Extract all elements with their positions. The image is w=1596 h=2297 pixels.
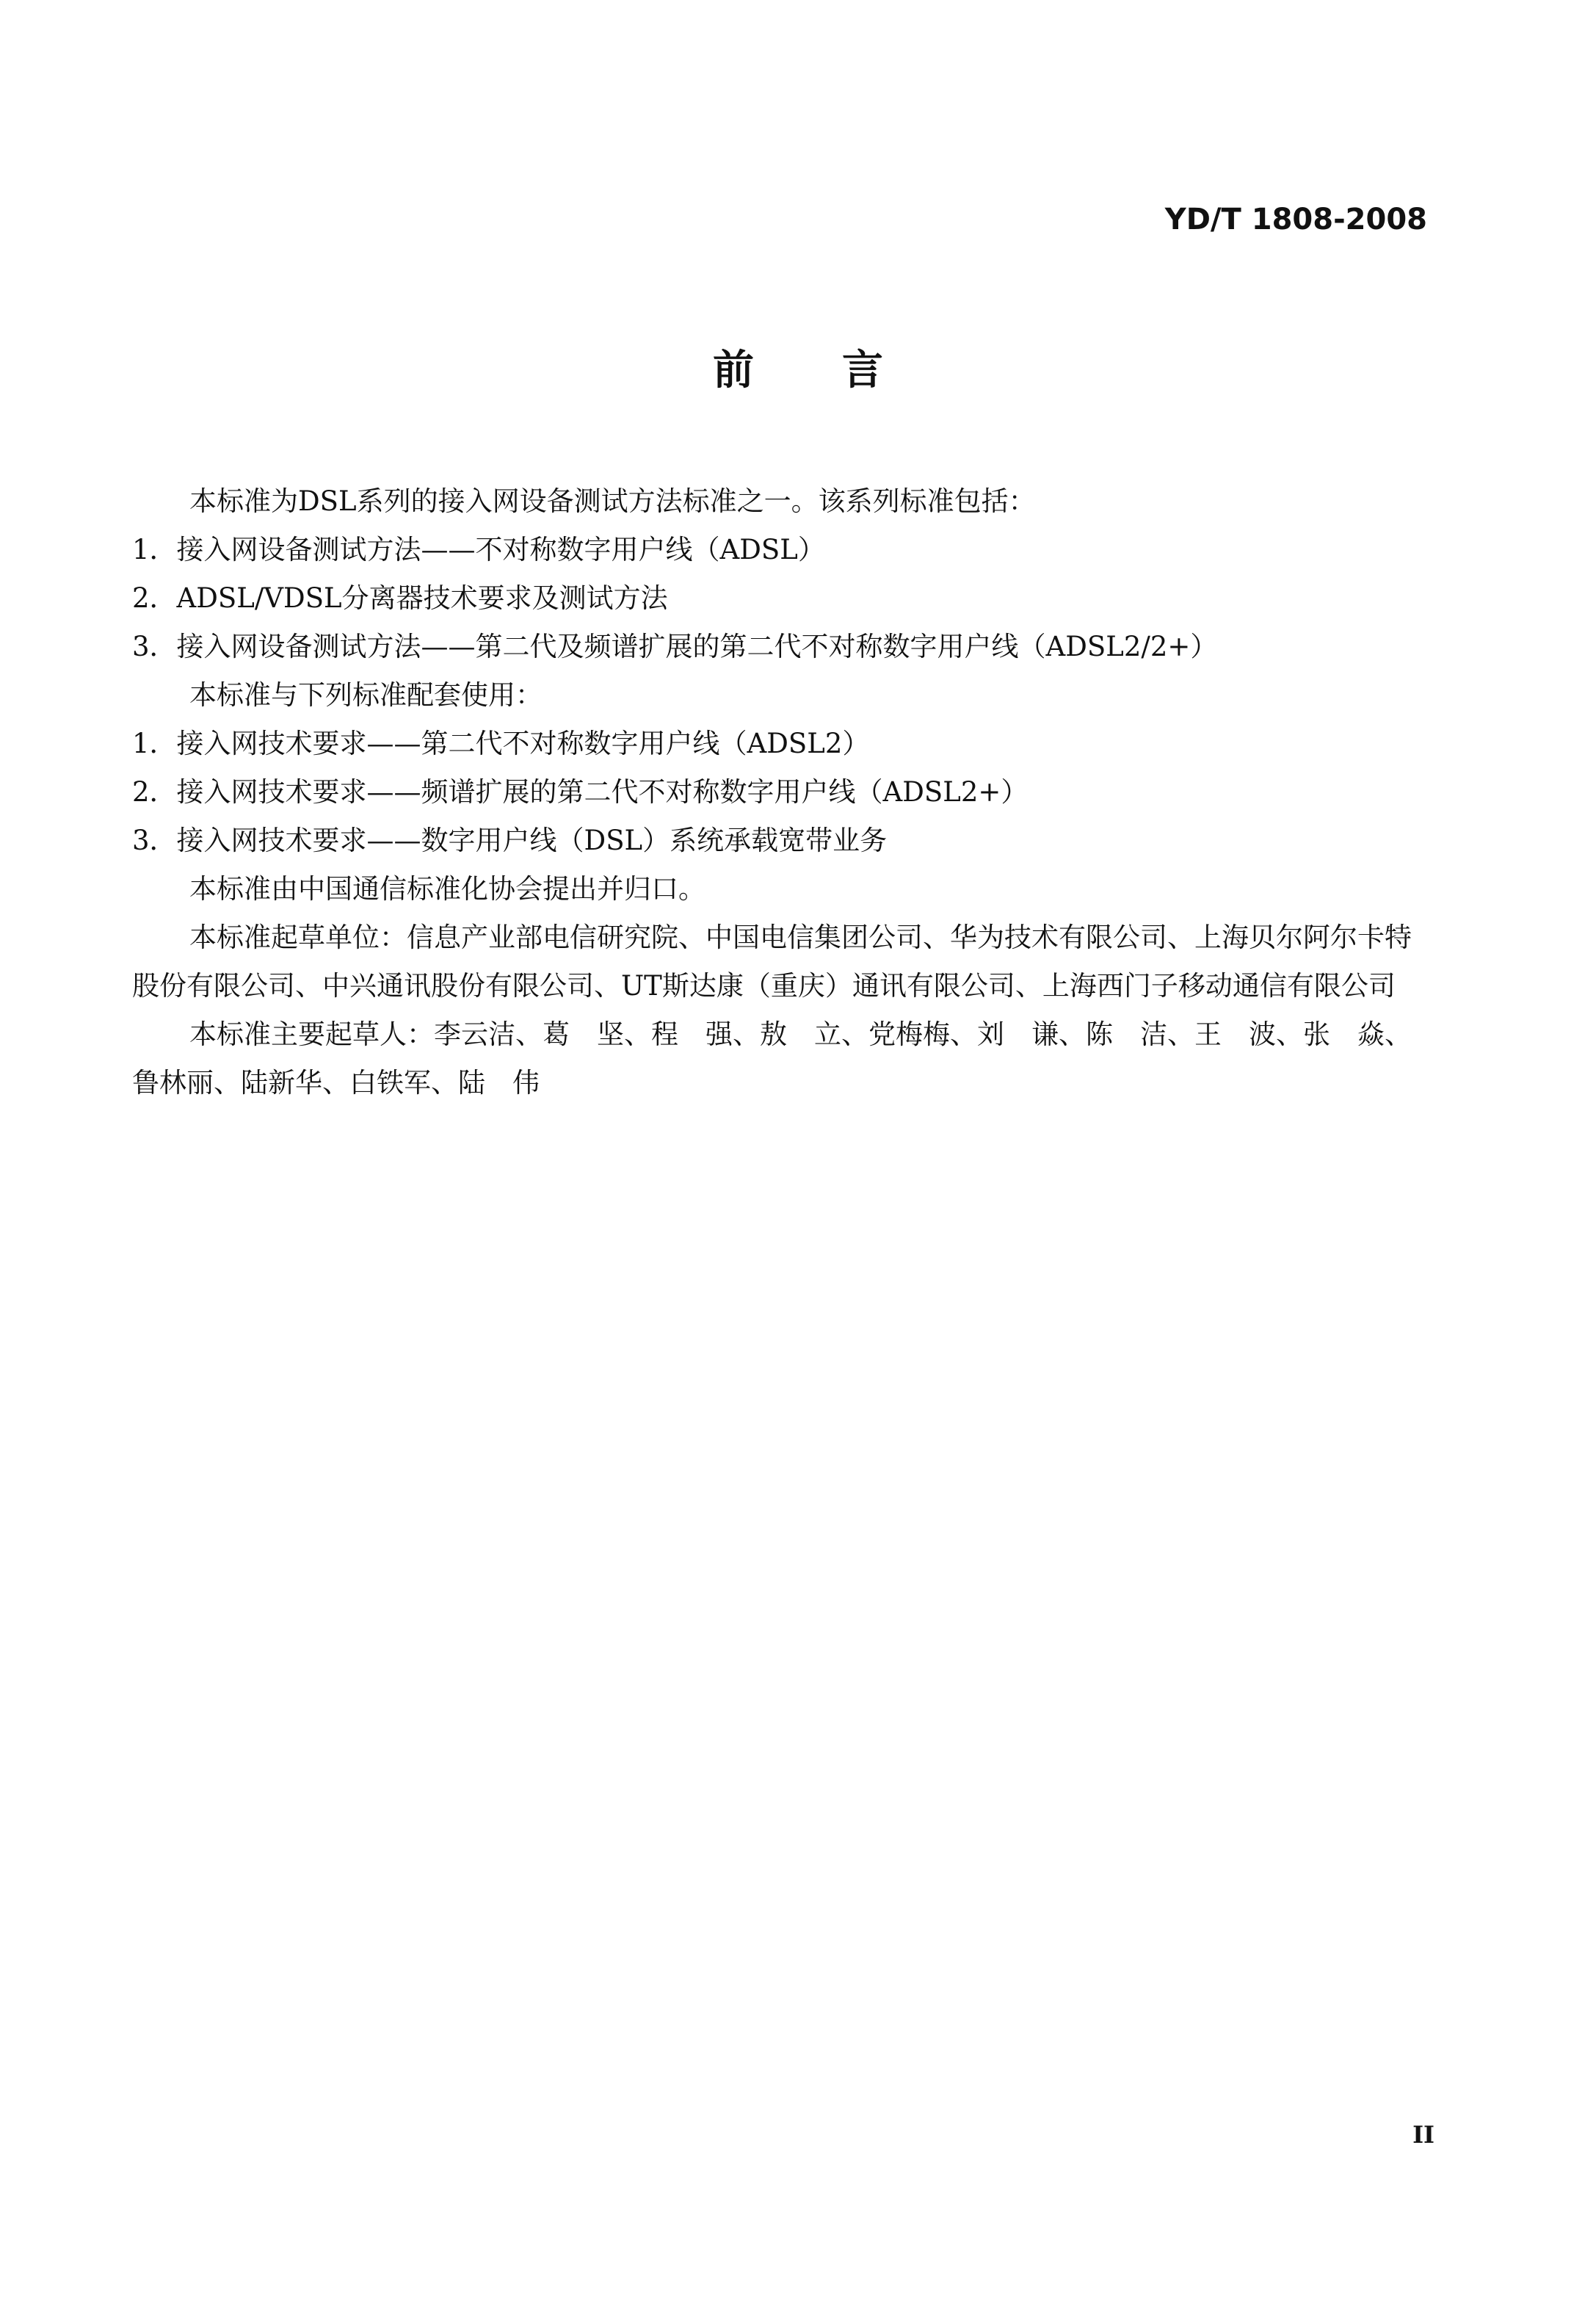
companion-intro: 本标准与下列标准配套使用： [189, 679, 543, 711]
drafting-units-paragraph: 本标准起草单位：信息产业部电信研究院、中国电信集团公司、华为技术有限公司、上海贝尔阿尔卡特股份有限公司、中兴通讯股份有限公司、UT斯达康（重庆）通讯有限公司、上海西门子移动通信有限公司 [132, 922, 1412, 1002]
proposer-paragraph: 本标准由中国通信标准化协会提出并归口。 [189, 873, 705, 905]
series-item-3: 3．接入网设备测试方法——第二代及频谱扩展的第二代不对称数字用户线（ADSL2/2+） [132, 631, 1218, 662]
companion-item-2: 2．接入网技术要求——频谱扩展的第二代不对称数字用户线（ADSL2+） [132, 776, 1029, 808]
standard-code: YD/T 1808-2008 [1164, 203, 1427, 236]
series-item-1: 1．接入网设备测试方法——不对称数字用户线（ADSL） [132, 534, 825, 565]
document-body [132, 477, 1432, 1107]
page-title: 前言 [713, 347, 971, 394]
series-intro: 本标准为DSL系列的接入网设备测试方法标准之一。该系列标准包括： [189, 485, 1036, 517]
series-item-2: 2．ADSL/VDSL分离器技术要求及测试方法 [132, 582, 668, 614]
companion-item-1: 1．接入网技术要求——第二代不对称数字用户线（ADSL2） [132, 728, 870, 759]
companion-item-3: 3．接入网技术要求——数字用户线（DSL）系统承载宽带业务 [132, 825, 888, 856]
page-number: II [1412, 2121, 1434, 2149]
drafters-paragraph: 本标准主要起草人：李云洁、葛 坚、程 强、敖 立、党梅梅、刘 谦、陈 洁、王 波、张 焱、鲁林丽、陆新华、白铁军、陆 伟 [132, 1019, 1412, 1099]
